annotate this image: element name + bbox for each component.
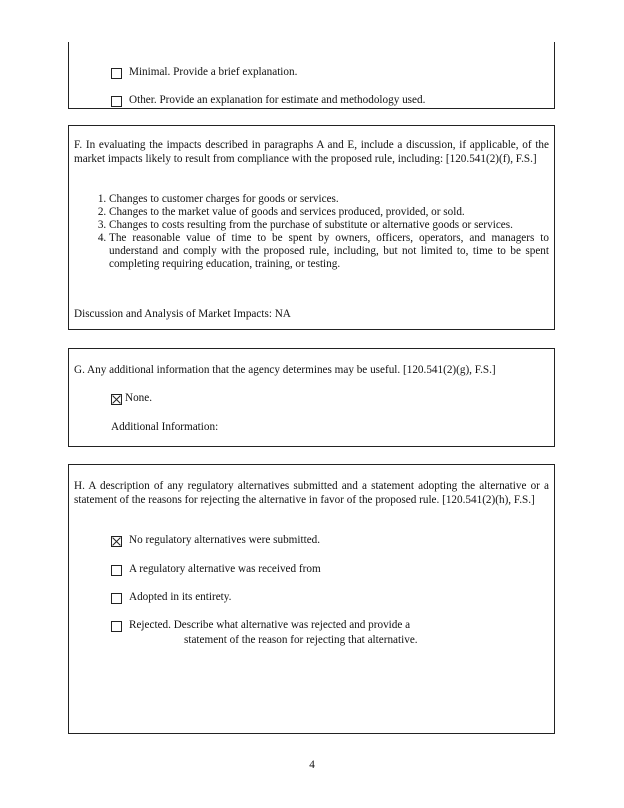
rejected-option[interactable] [111, 619, 410, 632]
none-option[interactable] [111, 392, 152, 405]
none-label: None. [125, 392, 153, 404]
market-impacts-list [89, 193, 549, 271]
section-h-box [68, 464, 555, 734]
market-impact-item: 2. Changes to the market value of goods and services produced, provided, or sold. [109, 206, 549, 219]
market-impacts-discussion: Discussion and Analysis of Market Impacts: NA [74, 308, 291, 320]
market-impact-item: 1. Changes to customer charges for goods or services. [109, 193, 549, 206]
adopted-option[interactable] [111, 591, 231, 604]
minimal-checkbox[interactable] [111, 68, 122, 79]
page-number: 4 [309, 759, 315, 771]
adopted-label: Adopted in its entirety. [129, 591, 232, 603]
market-impact-item: 3. Changes to costs resulting from the purchase of substitute or alternative goods or services. [109, 219, 549, 232]
adopted-checkbox[interactable] [111, 593, 122, 604]
rejected-label: Rejected. Describe what alternative was rejected and provide a [129, 619, 411, 631]
alternative-received-option[interactable] [111, 563, 321, 576]
alternative-received-label: A regulatory alternative was received from [129, 563, 321, 575]
alternative-received-checkbox[interactable] [111, 565, 122, 576]
minimal-option[interactable] [111, 66, 297, 79]
rejected-checkbox[interactable] [111, 621, 122, 632]
no-alternatives-label: No regulatory alternatives were submitted. [129, 534, 321, 546]
rejected-label-continuation: statement of the reason for rejecting that alternative. [184, 634, 418, 646]
no-alternatives-checkbox[interactable] [111, 536, 122, 547]
no-alternatives-option[interactable] [111, 534, 320, 547]
section-g-box [68, 348, 555, 447]
additional-information-label: Additional Information: [111, 421, 219, 433]
section-f-box [68, 125, 555, 330]
section-g-heading: G. Any additional information that the agency determines may be useful. [120.541(2)(g), F.S.] [74, 364, 496, 376]
other-checkbox[interactable] [111, 96, 122, 107]
other-option[interactable] [111, 94, 425, 107]
none-checkbox[interactable] [111, 394, 122, 405]
section-f-heading: F. In evaluating the impacts described in paragraphs A and E, include a discussion, if applicable, of the market impacts likely to result from compliance with the proposed rule, including: [120.541(2)(f), F.S.] [74, 139, 549, 165]
market-impact-item: 4. The reasonable value of time to be spent by owners, officers, operators, and managers to understand and comply with the proposed rule, including, but not limited to, time to be spent completing requiring education, training, or testing. [109, 232, 549, 271]
section-h-heading: H. A description of any regulatory alternatives submitted and a statement adopting the alternative or a statement of the reasons for rejecting the alternative in favor of the proposed rule. [120.541(2)(h), F.S.] [74, 480, 549, 506]
section-e-tail-box [68, 42, 555, 109]
minimal-label: Minimal. Provide a brief explanation. [129, 66, 298, 78]
other-label: Other. Provide an explanation for estimate and methodology used. [129, 94, 426, 106]
